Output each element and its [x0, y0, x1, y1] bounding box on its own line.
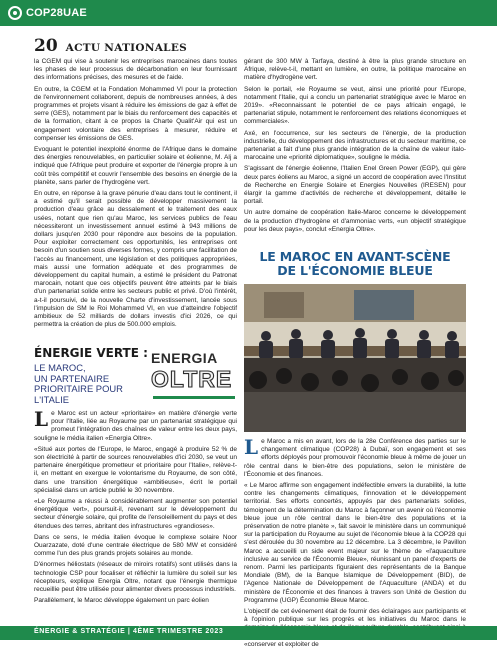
section-title: ACTU NATIONALES	[65, 42, 188, 54]
paragraph: «Situé aux portes de l'Europe, le Maroc, engagé à produire 52 % de son électricité à partir de sources renouvelables d'ici 2030, se veut un partenaire énergétique prometteur et prioritaire pour l'Italie», relève-t-il, en mettant en exergue le volontarisme du Royaume, de son côté, dans une transition énergétique «ambitieuse», écrit le portail spécialisé dans un article publié le 30 novembre.	[34, 445, 237, 494]
paragraph: Evoquant le potentiel inexploité énorme de l'Afrique dans le domaine des énergies renouvelables, en particulier solaire et éolienne, M. Alj a indiqué que l'Afrique peut produire et exporter de l'énergie propre à un coût très compétitif et couvrir l'ensemble des besoins en énergie de la planète, sans parler de l'hydrogène vert.	[34, 146, 237, 186]
brand-word-top: ENERGIA	[151, 350, 218, 366]
energia-oltre-logo	[146, 350, 240, 402]
green-energy-title: ÉNERGIE VERTE :	[34, 346, 148, 360]
green-energy-subtitle	[34, 363, 149, 405]
top-banner	[0, 0, 497, 26]
paragraph: Parallèlement, le Maroc développe également un parc éolien	[34, 597, 209, 605]
left-article-column	[34, 58, 237, 336]
cop28-logo	[8, 6, 87, 20]
brand-underline	[153, 396, 235, 399]
paragraph-text: e Maroc a mis en avant, lors de la 28e Conférence des parties sur le changement climatique (COP28) à Dubaï, son engagement et ses efforts déployés pour promouvoir l'économie bleue à même de jouer un rôle central dans le bien-être des populations, selon le ministère de l'Économie et des finances.	[244, 438, 466, 478]
subtitle-line: PRIORITAIRE POUR L'ITALIE	[34, 383, 123, 405]
paragraph: «Le Royaume a réussi à considérablement augmenter son potentiel énergétique vert», poursuit-il, revenant sur le développement du secteur d'énergie solaire, qui profite de l'ensoleillement du pays et des étendues des terres, abritant des infrastructures «grandioses».	[34, 498, 237, 530]
headline-line: DE L'ÉCONOMIE BLEUE	[277, 263, 433, 278]
green-energy-article	[34, 407, 237, 620]
paragraph: En outre, en réponse à la grave pénurie d'eau dans tout le continent, il a estimé qu'il serait possible de développer massivement la production d'eau grâce au dessalement et le traitement des eaux usées, notant que rien qu'au Maroc, les services publics de l'eau nécessiteront un investissement annuel estimé à 943 millions de dollars jusqu'en 2030 pour répondre aux besoins de la population. Pour exploiter correctement ces opportunités, les entreprises ont besoin d'un soutien sous diverses formes, y compris une facilitation de l'accès au financement, une législation et des politiques appropriées, mais aussi une formation adéquate et des programmes de développement du capital humain, a estimé le président du Patronat marocain, notant que ces objectifs peuvent être atteints par le biais d'un partenariat solide entre les secteurs public et privé. D'où l'intérêt, a-t-il poursuivi, de la nouvelle Charte d'investissement, lancée sous l'impulsion de SM le Roi Mohammed VI, en vue d'atteindre l'objectif ambitieux de 52 milliards de dollars investis d'ici 2026, ce qui permettra la création de plus de 500.000 emplois.	[34, 190, 237, 329]
headline-line: LE MAROC EN AVANT-SCÈNE	[259, 249, 451, 264]
paragraph: En outre, la CGEM et la Fondation Mohammed VI pour la protection de l'environnement collaborent, depuis de nombreuses années, à des programmes et projets visant à réduire les émissions de gaz à effet de serre (GES), notamment par le biais du renforcement des capacités et de la formation, citant à ce propos la Charte Qualit'Air qui est un engagement volontaire des entreprises à mesurer, réduire et compenser les émissions de GES.	[34, 85, 237, 142]
drop-cap: L	[34, 407, 49, 431]
blue-economy-headline	[244, 250, 466, 278]
page-header	[34, 36, 187, 56]
paragraph: gérant de 300 MW à Tarfaya, destiné à être la plus grande structure en Afrique, relève-t-il, mettant en lumière, en outre, la politique marocaine en matière d'hydrogène vert.	[244, 58, 466, 82]
logo-text: COP28UAE	[26, 7, 87, 19]
cop-globe-icon	[8, 6, 22, 20]
paragraph: Selon le portail, «le Royaume se veut, ainsi une priorité pour l'Europe, notamment l'Italie, qui a conclu un partenariat stratégique avec le Maroc en 2019». «Reconnaissant le potentiel de ce pays africain engagé, le partenariat stipule, notamment le renforcement des relations économiques et commerciales».	[244, 85, 466, 126]
paragraph-text: e Maroc est un acteur «prioritaire» en matière d'énergie verte pour l'Italie, liée au Royaume par un partenariat stratégique qui promeut l'intégration des chaînes de valeur entre les deux pays, souligne le média italien «Energia Oltre».	[34, 410, 237, 442]
right-article-column	[244, 58, 466, 240]
blue-economy-article	[244, 435, 466, 648]
conference-panel-illustration	[244, 284, 466, 432]
footer-banner	[0, 626, 497, 640]
paragraph	[34, 407, 237, 443]
paragraph: la CGEM qui vise à soutenir les entreprises marocaines dans toutes les phases de leur processus de décarbonation en leur fournissant des informations précises, des mesures et de l'aide.	[34, 58, 237, 82]
paragraph: Dans ce sens, le média italien évoque le complexe solaire Noor Ouarzazate, doté d'une centrale électrique de 580 MW et considéré comme l'un des plus grands projets solaires au monde.	[34, 533, 237, 558]
paragraph: « Le Maroc affirme son engagement indéfectible envers la durabilité, la lutte contre les changements climatiques, l'innovation et le développement territorial. Ses efforts concertés, appuyés par des partenariats solides, témoignent de la détermination du Maroc à façonner un avenir où l'économie bleue joue un rôle central dans le bien-être des populations et la préservation de notre planète », fait savoir le ministère dans un communiqué sur la participation du Royaume au sujet de l'économie bleue à la COP28 qui s'est déroulée du 30 novembre au 12 décembre. La 3 décembre, le Pavillon Maroc a accueilli un side event majeur sur le thème de «l'aquaculture inclusive au service de l'Économie Bleue», réunissant un panel d'experts de renom. Parmi les participants figuraient des représentants de la Banque Mondiale (BM), de la Banque Islamique de Développement (BID), de l'Agence Nationale de Développement de l'Aquaculture (ANDA) et du ministère de l'Économie et des finances à travers son Unité de Gestion du Programme (UGP) Économie Bleue Maroc.	[244, 482, 466, 604]
paragraph	[244, 435, 466, 479]
footer-text: ÉNERGIE & STRATÉGIE | 4ÈME TRIMESTRE 2023	[34, 628, 224, 635]
page-number: 20	[34, 36, 58, 56]
drop-cap: L	[244, 435, 259, 459]
subtitle-line: UN PARTENAIRE	[34, 372, 110, 384]
conference-photo	[244, 284, 466, 432]
paragraph: L'objectif de cet événement était de fournir des éclairages aux participants et à l'opinion publique sur les progrès et les initiatives du Maroc dans le «conserver et exploiter de	[244, 608, 466, 648]
green-energy-title-block	[34, 346, 237, 410]
paragraph: Un autre domaine de coopération Italie-Maroc concerne le développement de la production d'hydrogène et d'ammoniac verts, «un objectif stratégique pour les deux pays», conclut «Energia Oltre».	[244, 209, 466, 233]
paragraph: Axé, en l'occurrence, sur les secteurs de l'énergie, de la production industrielle, du développement des infrastructures et du secteur maritime, ce partenariat a fait d'une plus grande intégration de la chaîne de valeur italo-marocaine une «priorité diplomatique», souligne le média.	[244, 129, 466, 162]
brand-word-bottom: OLTRE	[151, 366, 233, 392]
paragraph: S'agissant de l'énergie éolienne, l'Italien Enel Green Power (EGP), qui gère deux parcs éoliens au Maroc, a signé un accord de coopération avec l'Institut de Recherche en Energie Solaire et Energies Nouvelles (IRESEN) pour élargir la gamme d'activités de recherche et développement, détaille le portail.	[244, 165, 467, 206]
paragraph: D'énormes héliostats (réseaux de miroirs rotatifs) sont utilisés dans la technologie CSP pour focaliser et réfléchir la lumière du soleil sur les récepteurs, explique Energia Oltre, notant que l'énergie thermique recueillie peut être utilisée pour alimenter divers processus industriels.	[34, 561, 237, 594]
subtitle-line: LE MAROC,	[34, 362, 86, 373]
